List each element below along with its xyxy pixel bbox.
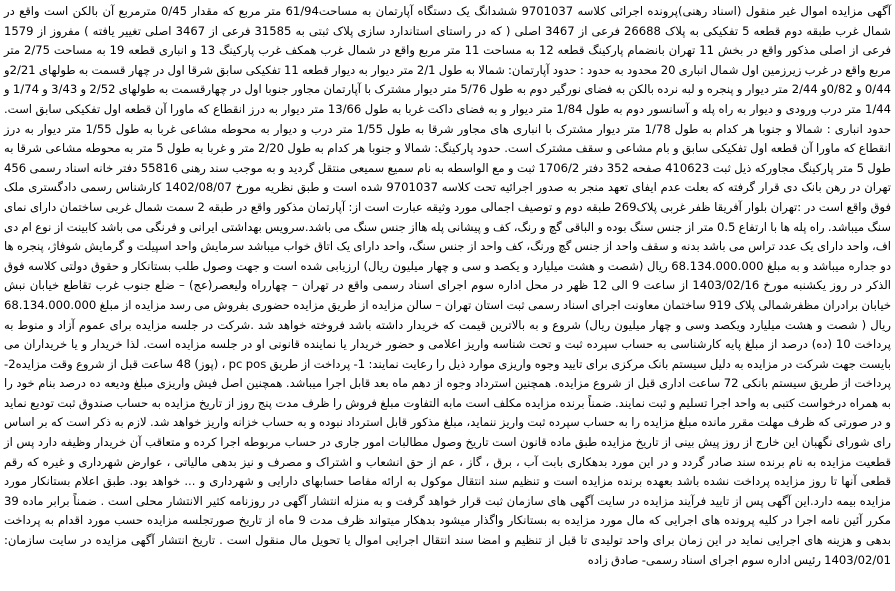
auction-notice-text: آگهی مزایده اموال غیر منقول (اسناد رهنی)پرونده اجرائی کلاسه 9701037 ششدانگ یک دستگاه آپارتمان به مساحت61/94 متر مربع که مقدار 0/45 مترمربع آن بالکن است واقع در شمال غرب طبقه دوم قطعه 5 تفکیکی به پلاک 26688 فرعی از 3467 اصلی ( که در راستای استاندارد سازی پلاک ثبتی به 31585 فرعی از 3467 اصلی تغییر یافته ) مفروز از 1579 فرعی از اصلی مذکور واقع در بخش 11 تهران بانضمام پارکینگ قطعه 12 به مساحت 11 متر مربع واقع در شمال غرب همکف غرب پارکینگ 13 و انباری قطعه 19 به مساحت 2/75 متر مربع واقع در غرب زیرزمین اول شمال انباری 20 محدود به حدود : حدود آپارتمان: شمالا به طول 2/1 متر دیوار به دیوار قطعه 11 تفکیکی سابق شرقا اول در چهار قسمت به طولهای 2/21و 0/44 و 0/82و 2/44 متر دیوار و پنجره و لبه نرده بالکن به فضای نورگیر دوم به طول 5/76 متر دیوار مشترک با آپارتمان مجاور جنوبا اول در چهارقسمت به طولهای 2/52 و 3/43 و 1/74 و 1/44 متر درب ورودی و دیوار به راه پله و آسانسور دوم به طول 1/84 متر دیوار و به فضای داکت غربا به طول 13/66 متر دیوار به درز انقطاع که ماورا آن قطعه اول تفکیکی سابق است. حدود انباری : شمالا و جنوبا هر کدام به طول 1/78 متر دیوار مشترک با انباری های مجاور شرقا به طول 1/55 متر درب و دیوار به محوطه مشاعی غربا به طول 1/55 متر دیوار به درز انقطاع که ماورا آن قطعه اول تفکیکی سابق و بام مشاعی و سقف مشترک است. حدود پارکینگ: شمالا و جنوبا هر کدام به طول 2/20 متر و غربا به طول 5 متر به محوطه مشاعی شرقا به طول 5 متر پارکینگ مجاورکه ذیل ثبت 410623 صفحه 352 دفتر 1706/2 ثبت و مع الواسطه به نام سمیع سمیعی منتقل گردید و به موجب سند رهنی 55816 دفتر خانه اسناد رسمی 456 تهران در رهن بانک دی قرار گرفته که بعلت عدم ایفای تعهد منجر به صدور اجرائیه تحت کلاسه 9701037 شده است و طبق نظریه مورخ 1402/08/07 کارشناس رسمی دادگستری ملک فوق واقع است در :تهران بلوار آفریقا ظفر غربی پلاک269 طبقه دوم و توصیف اجمالی مورد وثیقه عبارت است از: آپارتمان مذکور واقع در طبقه 2 سمت شمال غربی ساختمان دارای نمای سنگ میباشد. راه پله ها با ارتفاع 0.5 متر از جنس سنگ بوده و الباقی گچ و رنگ، کف و پیشانی پله هااز جنس سنگ می باشد.سرویس بهداشتی ایرانی و فرنگی می باشد کابینت از نوع ام دی اف، واحد دارای یک عدد تراس می باشد بدنه و سقف واحد از جنس گچ ورنگ، کف واحد از جنس سنگ، واحد دارای یک اتاق خواب میباشد سرمایش واحد اسپیلت و گرمایش شوفاژ، پنجره ها دو جداره میباشد و به مبلغ 68.134.000.000 ریال (شصت و هشت میلیارد و یکصد و سی و چهار میلیون ریال) ارزیابی شده است و جهت وصول طلب بستانکار و حقوق دولتی کلاسه فوق الذکر در روز یکشنبه مورخ 1403/02/16 از ساعت 9 الی 12 ظهر در محل اداره سوم اجرای اسناد رسمی واقع در تهران – چهارراه ولیعصر(عج) – ضلع جنوب غرب تقاطع خیابان نبش خیابان برادران مظفرشمالی پلاک 919 ساختمان معاونت اجرای اسناد رسمی ثبت استان تهران – سالن مزایده از طریق مزایده حضوری بفروش می رسد مزایده از مبلغ 68.134.000.000 ریال ( شصت و هشت میلیارد ویکصد وسی و چهار میلیون ریال) شروع و به بالاترین قیمت که خریدار داشته باشد فروخته خواهد شد .شرکت در جلسه مزایده برای عموم آزاد و منوط به پرداخت 10 (ده) درصد از مبلغ پایه کارشناسی به حساب سپرده ثبت و تحت شناسه واریز اعلامی و حضور خریدار یا نماینده قانونی او در جلسه مزایده است. لذا خریدار و یا خریداران می بایست جهت شرکت در مزایده به دلیل سیستم بانک مرکزی برای تایید وجوه واریزی موارد ذیل را رعایت نمایند: 1- پرداخت از طریق pc pos ، (پوز) 48 ساعت قبل از شروع وقت مزایده2- پرداخت از طریق سیستم بانکی 72 ساعت اداری قبل از شروع مزایده. همچنین استرداد وجوه از دهم ماه بعد قابل اجرا میباشد. همچنین اصل فیش واریزی مبلغ ودیعه ده درصد بنام خود را به همراه درخواست کتبی به واحد اجرا تسلیم و ثبت نمایند. ضمناً برنده مزایده مکلف است مابه التفاوت مبلغ فروش را ظرف مدت پنج روز از تاریخ مزایده به حساب صندوق ثبت تودیع نماید و در صورتی که ظرف مهلت مقرر مانده مبلغ مزایده را به حساب سپرده ثبت واریز ننماید، مبلغ مذکور قابل استرداد نبوده و به حساب خزانه واریز خواهد شد. لازم به ذکر است که بر اساس رای شورای نگهبان این خارج از روز پیش بینی از تاریخ مزایده طبق ماده قانون است تاریخ وصول مطالبات امور جاری در حساب مربوطه اجرا کرده و متعاقب آن خریدار وظیفه دارد پس از قطعیت مزایده به نام برنده سند صادر گردد و در این مورد بدهکاری بابت آب ، برق ، گاز ، عم از حق انشعاب و اشتراک و مصرف و نیز بدهی مالیاتی ، عوارض شهرداری و غیره که رقم قطعی آنها تا روز مزایده پرداخت نشده باشد بعهده برنده مزایده است و تنظیم سند انتقال موکول به ارائه مفاصا حسابهای دارایی و شهرداری و ... خواهد بود. طبق اعلام بستانکار مورد مزایده بیمه دارد.این آگهی پس از تایید فرآیند مزایده در سایت آگهی های سازمان ثبت قرار خواهد گرفت و به منزله انتشار آگهی در روزنامه کثیر الانتشار محلی است . ضمناً برابر ماده 39 مکرر آئین نامه اجرا در کلیه پرونده های اجرایی که مال مورد مزایده به بستانکار واگذار میشود بدهکار میتواند ظرف مدت 9 ماه از تاریخ صورتجلسه مزایده حسب مورد اقدام به پرداخت بدهی و هزینه های اجرایی نماید در این زمان برای واحد تولیدی تا قبل از تنظیم و امضا سند انتقال اجرایی اموال یا تحویل مال منقول است . تاریخ انتشار آگهی مزایده در سایت سازمان: 1403/02/01 رئیس اداره سوم اجرای اسناد رسمی- صادق زاده — [4, 4, 892, 567]
